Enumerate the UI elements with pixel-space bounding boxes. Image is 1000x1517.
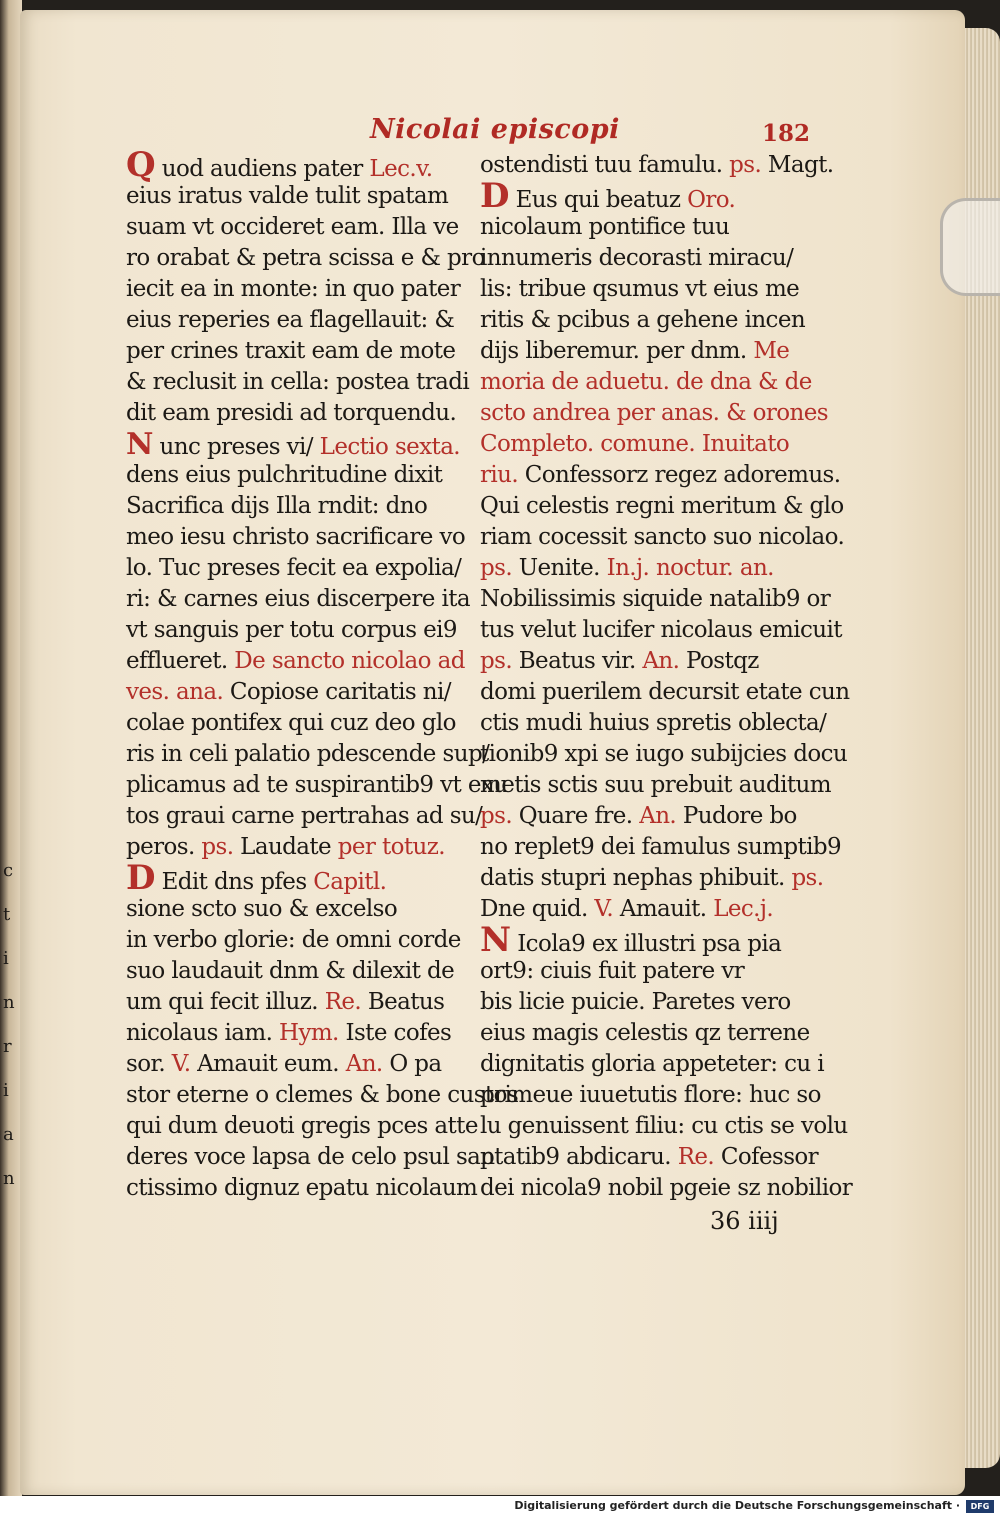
body-text: ostendisti tuu famulu. [480, 152, 730, 178]
body-text: per crines traxit eam de mote [126, 338, 456, 364]
text-line [480, 336, 820, 367]
body-text: dijs liberemur. per dnm. [480, 338, 754, 364]
text-line [480, 956, 820, 987]
rubric-text: Re. [324, 989, 362, 1015]
text-line [480, 243, 820, 274]
right-text-column [480, 150, 853, 1204]
text-line [480, 1173, 853, 1204]
rubric-text: per totuz. [337, 834, 445, 860]
body-text: domi puerilem decursit etate cun [480, 679, 850, 705]
body-text: Confessorz regez adoremus. [518, 462, 841, 488]
body-text: stor eterne o clemes & bone custos [126, 1082, 519, 1108]
text-line [126, 801, 483, 832]
body-text: ri: & carnes eius discerpere ita [126, 586, 470, 612]
body-text: Cofessor [714, 1144, 819, 1170]
text-line [126, 1049, 466, 1080]
text-line [126, 243, 485, 274]
body-text: ro orabat & petra scissa e & pro [126, 245, 485, 271]
body-text: dignitatis gloria appeteter: cu i [480, 1051, 825, 1077]
text-line [126, 553, 466, 584]
body-text: efflueret. [126, 648, 235, 674]
rubricated-initial: D [480, 176, 509, 216]
text-line [126, 646, 466, 677]
text-line [480, 584, 831, 615]
margin-fragment: i [3, 1080, 9, 1101]
body-text: Laudate [233, 834, 338, 860]
body-text: dens eius pulchritudine dixit [126, 462, 443, 488]
rubricated-initial: N [480, 920, 511, 960]
text-line [480, 646, 820, 677]
text-line [126, 336, 466, 367]
body-text: primeue iuuetutis flore: huc so [480, 1082, 821, 1108]
body-text: riam cocessit sancto suo nicolao. [480, 524, 845, 550]
body-text: & reclusit in cella: postea tradi [126, 369, 470, 395]
previous-page-text-fragments [0, 860, 22, 1240]
rubric-text: ps. [480, 648, 513, 674]
body-text: suo laudauit dnm & dilexit de [126, 958, 455, 984]
body-text: eius reperies ea flagellauit: & [126, 307, 455, 333]
text-line [480, 987, 820, 1018]
body-text: unc preses vi/ [152, 434, 320, 460]
text-line [126, 145, 466, 185]
rubric-text: An. [639, 803, 677, 829]
text-line [126, 1018, 466, 1049]
rubric-text: ves. ana. [126, 679, 224, 705]
text-line [480, 920, 820, 960]
margin-fragment: t [3, 904, 11, 925]
body-text: eius magis celestis qz terrene [480, 1020, 810, 1046]
body-text: Beatus [361, 989, 445, 1015]
text-line [126, 491, 466, 522]
text-line [126, 522, 466, 553]
margin-fragment: n [3, 992, 15, 1013]
text-line [126, 305, 466, 336]
page-header [370, 114, 810, 154]
text-line [126, 832, 466, 863]
rubric-text: ps. [480, 803, 513, 829]
text-line [480, 176, 820, 216]
rubric-text: Hym. [279, 1020, 339, 1046]
text-line [480, 1142, 820, 1173]
text-line [480, 832, 842, 863]
body-text: Sacrifica dijs Illa rndit: dno [126, 493, 428, 519]
digitization-footer [0, 1496, 1000, 1517]
body-text: lo. Tuc preses fecit ea expolia/ [126, 555, 462, 581]
text-line [126, 274, 466, 305]
body-text: sione scto suo & excelso [126, 896, 398, 922]
text-line [480, 367, 820, 398]
text-line [126, 1111, 478, 1142]
text-line [126, 460, 466, 491]
text-line [126, 181, 466, 212]
text-line [480, 460, 841, 491]
text-line [480, 894, 820, 925]
text-line [480, 274, 820, 305]
text-line [480, 429, 820, 460]
margin-fragment: a [3, 1124, 14, 1145]
rubricated-initial: D [126, 858, 155, 898]
rubric-text: Lec.j. [713, 896, 774, 922]
text-line [480, 863, 824, 894]
body-text: Dne quid. [480, 896, 595, 922]
text-line [126, 584, 470, 615]
rubric-text: Lec.v. [369, 156, 433, 182]
body-text: um qui fecit illuz. [126, 989, 325, 1015]
text-line [126, 1080, 519, 1111]
rubric-text: ps. [201, 834, 234, 860]
body-text: no replet9 dei famulus sumptib9 [480, 834, 842, 860]
rubric-text: Lectio sexta. [319, 434, 461, 460]
text-line [480, 150, 834, 181]
body-text: suam vt occideret eam. Illa ve [126, 214, 459, 240]
body-text: Qui celestis regni meritum & glo [480, 493, 844, 519]
text-line [480, 1080, 820, 1111]
body-text: eius iratus valde tulit spatam [126, 183, 449, 209]
body-text: ctis mudi huius spretis oblecta/ [480, 710, 827, 736]
rubric-text: An. [642, 648, 680, 674]
rubric-text: V. [171, 1051, 191, 1077]
text-line [126, 956, 466, 987]
text-line [480, 677, 850, 708]
dfg-logo-icon: DFG [966, 1500, 994, 1513]
body-text: meo iesu christo sacrificare vo [126, 524, 466, 550]
margin-fragment: c [3, 860, 14, 881]
previous-page-edge [0, 0, 22, 1496]
body-text: plicamus ad te suspirantib9 vt exu [126, 772, 508, 798]
body-text: nicolaum pontifice tuu [480, 214, 730, 240]
text-line [126, 858, 466, 898]
rubric-text: ps. [729, 152, 762, 178]
rubric-text: Completo. comune. Inuitato [480, 431, 790, 457]
rubric-text: moria de aduetu. de dna & de [480, 369, 812, 395]
body-text: tionib9 xpi se iugo subijcies docu [480, 741, 848, 767]
text-line [126, 677, 466, 708]
body-text: Pudore bo [676, 803, 797, 829]
body-text: dit eam presidi ad torquendu. [126, 400, 457, 426]
text-line [480, 801, 820, 832]
body-text: innumeris decorasti miracu/ [480, 245, 794, 271]
body-text: Iste cofes [338, 1020, 452, 1046]
text-line [126, 987, 466, 1018]
text-line [126, 1142, 495, 1173]
margin-fragment: r [3, 1036, 12, 1057]
folio-number: 182 [761, 120, 810, 147]
body-text: Postqz [679, 648, 759, 674]
body-text: ctissimo dignuz epatu nicolaum [126, 1175, 478, 1201]
text-line [480, 1111, 848, 1142]
body-text: ptatib9 abdicaru. [480, 1144, 678, 1170]
text-line [480, 770, 831, 801]
footer-credit: Digitalisierung gefördert durch die Deutsche Forschungsgemeinschaft · [514, 1499, 960, 1512]
body-text: iecit ea in monte: in quo pater [126, 276, 461, 302]
page-clip [940, 198, 1000, 296]
text-line [480, 1049, 825, 1080]
text-line [480, 615, 842, 646]
rubric-text: V. [594, 896, 614, 922]
body-text: sor. [126, 1051, 172, 1077]
body-text: Uenite. [512, 555, 607, 581]
body-text: ort9: ciuis fuit patere vr [480, 958, 745, 984]
text-line [126, 925, 466, 956]
margin-fragment: n [3, 1168, 15, 1189]
rubric-text: Capitl. [313, 869, 387, 895]
margin-fragment: i [3, 948, 9, 969]
body-text: tus velut lucifer nicolaus emicuit [480, 617, 842, 643]
rubricated-initial: N [126, 427, 153, 462]
text-line [126, 212, 466, 243]
body-text: datis stupri nephas phibuit. [480, 865, 792, 891]
body-text: Nobilissimis siquide natalib9 or [480, 586, 831, 612]
rubric-text: ps. [791, 865, 824, 891]
body-text: Amauit eum. [190, 1051, 346, 1077]
rubricated-initial: Q [126, 145, 156, 185]
text-line [480, 305, 820, 336]
body-text: Magt. [761, 152, 834, 178]
text-line [126, 770, 508, 801]
text-line [126, 708, 466, 739]
text-line [480, 708, 827, 739]
body-text: Amauit. [613, 896, 714, 922]
body-text: dei nicola9 nobil pgeie sz nobilior [480, 1175, 853, 1201]
rubric-text: Oro. [687, 187, 736, 213]
body-text: Eus qui beatuz [508, 187, 688, 213]
body-text: Edit dns pfes [154, 869, 314, 895]
text-line [480, 553, 820, 584]
text-line [480, 398, 828, 429]
body-text: Quare fre. [512, 803, 640, 829]
text-line [480, 739, 848, 770]
body-text: tos graui carne pertrahas ad su/ [126, 803, 483, 829]
body-text: in verbo glorie: de omni corde [126, 927, 461, 953]
rubric-text: riu. [480, 462, 519, 488]
body-text: uod audiens pater [155, 156, 370, 182]
body-text: lu genuissent filiu: cu ctis se volu [480, 1113, 848, 1139]
rubric-text: An. [345, 1051, 383, 1077]
rubric-text: De sancto nicolao ad [234, 648, 465, 674]
rubric-text: Re. [677, 1144, 715, 1170]
body-text: O pa [382, 1051, 442, 1077]
text-line [480, 212, 820, 243]
body-text: bis licie puicie. Paretes vero [480, 989, 791, 1015]
text-line [126, 739, 490, 770]
rubric-text: Me [753, 338, 790, 364]
body-text: ritis & pcibus a gehene incen [480, 307, 806, 333]
text-line [126, 367, 470, 398]
rubric-text: ps. [480, 555, 513, 581]
body-text: lis: tribue qsumus vt eius me [480, 276, 800, 302]
rubric-text: In.j. noctur. an. [606, 555, 774, 581]
body-text: Copiose caritatis ni/ [223, 679, 451, 705]
text-line [126, 894, 466, 925]
body-text: metis sctis suu prebuit auditum [480, 772, 831, 798]
body-text: vt sanguis per totu corpus ei9 [126, 617, 457, 643]
text-line [480, 491, 844, 522]
body-text: ris in celi palatio pdescende sup/ [126, 741, 490, 767]
catchword-signature: 36 iiij [710, 1207, 779, 1235]
text-line [126, 398, 466, 429]
body-text: peros. [126, 834, 202, 860]
rubric-text: scto andrea per anas. & orones [480, 400, 828, 426]
body-text: qui dum deuoti gregis pces atte [126, 1113, 478, 1139]
running-title: Nicolai episcopi [370, 114, 620, 145]
body-text: nicolaus iam. [126, 1020, 279, 1046]
body-text: Icola9 ex illustri psa pia [510, 931, 782, 957]
text-line [126, 1173, 478, 1204]
body-text: colae pontifex qui cuz deo glo [126, 710, 456, 736]
body-text: Beatus vir. [512, 648, 643, 674]
text-line [480, 522, 845, 553]
body-text: deres voce lapsa de celo psul san [126, 1144, 495, 1170]
text-line [480, 1018, 820, 1049]
text-line [126, 615, 466, 646]
text-line [126, 429, 466, 460]
